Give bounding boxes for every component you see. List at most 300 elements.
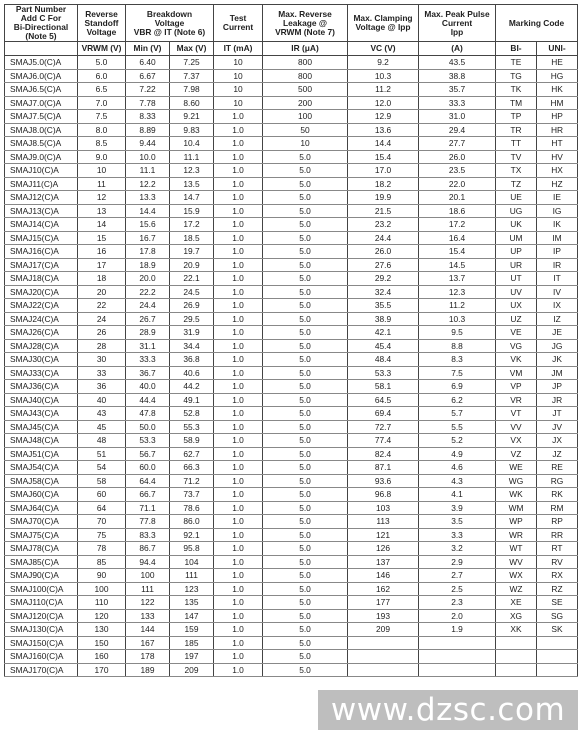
breakdown-min-cell: 9.44 [126,137,170,151]
marking-uni-cell [537,663,578,677]
leakage-cell: 5.0 [263,596,348,610]
reverse-leakage-header: Max. Reverse Leakage @ VRWM (Note 7) [263,5,348,42]
units-vrwm: VRWM (V) [78,42,126,56]
table-row [5,150,578,164]
breakdown-max-cell: 19.7 [170,245,214,259]
part-number-cell: SMAJ30(C)A [5,353,78,367]
leakage-cell: 100 [263,110,348,124]
breakdown-min-cell: 7.78 [126,96,170,110]
peak-pulse-current-cell: 2.5 [419,582,496,596]
part-number-cell: SMAJ8.0(C)A [5,123,78,137]
marking-uni-cell: JM [537,366,578,380]
part-number-cell: SMAJ70(C)A [5,515,78,529]
clamping-voltage-cell [348,636,419,650]
clamping-voltage-cell: 103 [348,501,419,515]
peak-pulse-current-cell: 10.3 [419,312,496,326]
standoff-voltage-cell: 45 [78,420,126,434]
part-number-cell: SMAJ33(C)A [5,366,78,380]
clamping-voltage-cell: 23.2 [348,218,419,232]
marking-uni-cell: JT [537,407,578,421]
table-row [5,326,578,340]
breakdown-max-cell: 159 [170,623,214,637]
marking-uni-cell: HZ [537,177,578,191]
breakdown-min-cell: 33.3 [126,353,170,367]
table-row [5,231,578,245]
marking-uni-cell [537,650,578,664]
clamping-voltage-cell: 87.1 [348,461,419,475]
table-row [5,272,578,286]
test-current-cell: 10 [214,83,263,97]
leakage-cell: 5.0 [263,420,348,434]
leakage-cell: 5.0 [263,245,348,259]
leakage-cell: 5.0 [263,380,348,394]
table-row [5,204,578,218]
leakage-cell: 5.0 [263,177,348,191]
marking-uni-cell: SE [537,596,578,610]
breakdown-max-cell: 15.9 [170,204,214,218]
clamping-voltage-cell: 24.4 [348,231,419,245]
marking-bi-cell: UG [496,204,537,218]
marking-uni-cell: JE [537,326,578,340]
peak-pulse-current-cell: 9.5 [419,326,496,340]
breakdown-min-cell: 8.89 [126,123,170,137]
marking-bi-cell [496,636,537,650]
marking-bi-cell: VG [496,339,537,353]
clamping-voltage-cell: 137 [348,555,419,569]
marking-uni-cell: IV [537,285,578,299]
breakdown-min-cell: 20.0 [126,272,170,286]
leakage-cell: 5.0 [263,150,348,164]
marking-uni-cell: SK [537,623,578,637]
test-current-cell: 1.0 [214,123,263,137]
peak-pulse-current-cell: 7.5 [419,366,496,380]
marking-bi-cell: VM [496,366,537,380]
peak-pulse-current-cell: 3.3 [419,528,496,542]
table-row [5,663,578,677]
test-current-cell: 1.0 [214,353,263,367]
test-current-cell: 1.0 [214,407,263,421]
units-vc: VC (V) [348,42,419,56]
marking-bi-cell: WE [496,461,537,475]
peak-pulse-current-cell: 5.7 [419,407,496,421]
breakdown-max-cell: 17.2 [170,218,214,232]
table-row [5,609,578,623]
part-number-cell: SMAJ9.0(C)A [5,150,78,164]
marking-uni-cell: HP [537,110,578,124]
breakdown-min-cell: 31.1 [126,339,170,353]
clamping-voltage-cell: 10.3 [348,69,419,83]
units-vbr-max: Max (V) [170,42,214,56]
clamping-voltage-cell: 29.2 [348,272,419,286]
units-ipp: (A) [419,42,496,56]
breakdown-min-cell: 17.8 [126,245,170,259]
table-row [5,245,578,259]
clamping-voltage-cell: 162 [348,582,419,596]
marking-bi-cell: TG [496,69,537,83]
leakage-cell: 200 [263,96,348,110]
marking-uni-cell: IG [537,204,578,218]
breakdown-max-cell: 135 [170,596,214,610]
table-row [5,218,578,232]
table-row [5,380,578,394]
breakdown-max-cell: 26.9 [170,299,214,313]
test-current-cell: 10 [214,56,263,70]
breakdown-min-cell: 56.7 [126,447,170,461]
part-number-cell: SMAJ48(C)A [5,434,78,448]
part-number-cell: SMAJ17(C)A [5,258,78,272]
standoff-voltage-cell: 18 [78,272,126,286]
marking-uni-cell: HT [537,137,578,151]
marking-uni-cell: HE [537,56,578,70]
breakdown-max-cell: 31.9 [170,326,214,340]
peak-pulse-current-cell: 3.2 [419,542,496,556]
standoff-voltage-cell: 7.5 [78,110,126,124]
table-row [5,488,578,502]
clamping-voltage-cell: 42.1 [348,326,419,340]
peak-pulse-current-cell: 8.8 [419,339,496,353]
table-row [5,110,578,124]
marking-bi-cell: VV [496,420,537,434]
clamping-voltage-cell: 18.2 [348,177,419,191]
test-current-cell: 1.0 [214,636,263,650]
clamping-voltage-cell: 15.4 [348,150,419,164]
leakage-cell: 5.0 [263,231,348,245]
table-row [5,447,578,461]
test-current-cell: 1.0 [214,258,263,272]
breakdown-min-cell: 24.4 [126,299,170,313]
standoff-voltage-cell: 9.0 [78,150,126,164]
marking-bi-cell: TE [496,56,537,70]
peak-pulse-current-header: Max. Peak Pulse Current Ipp [419,5,496,42]
test-current-cell: 1.0 [214,528,263,542]
breakdown-min-cell: 189 [126,663,170,677]
breakdown-min-cell: 64.4 [126,474,170,488]
breakdown-min-cell: 6.67 [126,69,170,83]
breakdown-max-cell: 7.25 [170,56,214,70]
breakdown-max-cell: 12.3 [170,164,214,178]
peak-pulse-current-cell [419,663,496,677]
part-number-cell: SMAJ160(C)A [5,650,78,664]
part-number-cell: SMAJ40(C)A [5,393,78,407]
marking-uni-cell: JZ [537,447,578,461]
table-row [5,353,578,367]
peak-pulse-current-cell: 23.5 [419,164,496,178]
marking-uni-cell: HV [537,150,578,164]
standoff-voltage-cell: 100 [78,582,126,596]
marking-bi-cell: TV [496,150,537,164]
leakage-cell: 5.0 [263,407,348,421]
leakage-cell: 800 [263,56,348,70]
leakage-cell: 5.0 [263,312,348,326]
breakdown-min-cell: 111 [126,582,170,596]
part-number-cell: SMAJ120(C)A [5,609,78,623]
breakdown-min-cell: 122 [126,596,170,610]
breakdown-max-cell: 95.8 [170,542,214,556]
breakdown-min-cell: 50.0 [126,420,170,434]
spec-table [4,4,578,677]
peak-pulse-current-cell: 2.9 [419,555,496,569]
marking-bi-cell [496,650,537,664]
leakage-cell: 50 [263,123,348,137]
clamping-voltage-cell: 82.4 [348,447,419,461]
part-number-cell: SMAJ28(C)A [5,339,78,353]
table-row [5,299,578,313]
leakage-cell: 5.0 [263,623,348,637]
leakage-cell: 5.0 [263,474,348,488]
part-number-cell: SMAJ11(C)A [5,177,78,191]
breakdown-max-cell: 7.37 [170,69,214,83]
breakdown-max-cell: 24.5 [170,285,214,299]
part-number-cell: SMAJ45(C)A [5,420,78,434]
standoff-voltage-cell: 8.5 [78,137,126,151]
peak-pulse-current-cell: 13.7 [419,272,496,286]
standoff-voltage-cell: 15 [78,231,126,245]
table-row [5,623,578,637]
standoff-voltage-cell: 85 [78,555,126,569]
breakdown-max-cell: 22.1 [170,272,214,286]
breakdown-min-cell: 66.7 [126,488,170,502]
clamping-voltage-cell: 12.9 [348,110,419,124]
test-current-cell: 1.0 [214,285,263,299]
clamping-voltage-cell: 58.1 [348,380,419,394]
test-current-cell: 1.0 [214,596,263,610]
table-row [5,69,578,83]
part-number-cell: SMAJ24(C)A [5,312,78,326]
breakdown-max-cell: 44.2 [170,380,214,394]
breakdown-min-cell: 167 [126,636,170,650]
marking-uni-cell: RP [537,515,578,529]
marking-uni-cell: RR [537,528,578,542]
peak-pulse-current-cell: 11.2 [419,299,496,313]
test-current-cell: 1.0 [214,393,263,407]
standoff-voltage-cell: 64 [78,501,126,515]
peak-pulse-current-cell: 35.7 [419,83,496,97]
breakdown-min-cell: 14.4 [126,204,170,218]
test-current-cell: 1.0 [214,380,263,394]
test-current-cell: 1.0 [214,312,263,326]
breakdown-min-cell: 12.2 [126,177,170,191]
test-current-cell: 1.0 [214,474,263,488]
marking-bi-cell: WX [496,569,537,583]
table-body [5,56,578,677]
marking-bi-cell: TX [496,164,537,178]
leakage-cell: 5.0 [263,272,348,286]
test-current-cell: 1.0 [214,663,263,677]
peak-pulse-current-cell: 12.3 [419,285,496,299]
marking-bi-cell: XE [496,596,537,610]
peak-pulse-current-cell: 26.0 [419,150,496,164]
part-number-cell: SMAJ26(C)A [5,326,78,340]
peak-pulse-current-cell [419,636,496,650]
standoff-voltage-cell: 54 [78,461,126,475]
part-number-cell: SMAJ130(C)A [5,623,78,637]
test-current-cell: 1.0 [214,191,263,205]
marking-uni-cell: RE [537,461,578,475]
test-current-header: Test Current [214,5,263,42]
leakage-cell: 5.0 [263,393,348,407]
standoff-voltage-cell: 24 [78,312,126,326]
test-current-cell: 1.0 [214,434,263,448]
test-current-cell: 1.0 [214,231,263,245]
table-row [5,501,578,515]
standoff-voltage-cell: 33 [78,366,126,380]
marking-bi-cell: VZ [496,447,537,461]
clamping-voltage-cell: 21.5 [348,204,419,218]
breakdown-max-cell: 73.7 [170,488,214,502]
peak-pulse-current-cell: 38.8 [419,69,496,83]
leakage-cell: 5.0 [263,258,348,272]
table-row [5,83,578,97]
leakage-cell: 5.0 [263,285,348,299]
breakdown-min-cell: 47.8 [126,407,170,421]
peak-pulse-current-cell: 4.6 [419,461,496,475]
marking-bi-cell: UK [496,218,537,232]
peak-pulse-current-cell: 43.5 [419,56,496,70]
clamping-voltage-cell: 27.6 [348,258,419,272]
marking-bi-cell: WP [496,515,537,529]
clamping-voltage-cell: 26.0 [348,245,419,259]
marking-uni-cell: RT [537,542,578,556]
breakdown-max-cell: 52.8 [170,407,214,421]
clamping-voltage-cell: 38.9 [348,312,419,326]
leakage-cell: 5.0 [263,366,348,380]
table-row [5,312,578,326]
part-number-cell: SMAJ150(C)A [5,636,78,650]
watermark: www.dzsc.com [318,690,578,730]
test-current-cell: 1.0 [214,366,263,380]
units-ir: IR (μA) [263,42,348,56]
clamping-voltage-cell: 121 [348,528,419,542]
table-row [5,191,578,205]
clamping-voltage-cell: 13.6 [348,123,419,137]
peak-pulse-current-cell [419,650,496,664]
marking-uni-cell: IZ [537,312,578,326]
breakdown-max-cell: 185 [170,636,214,650]
marking-uni-cell: RG [537,474,578,488]
breakdown-min-cell: 13.3 [126,191,170,205]
part-number-cell: SMAJ64(C)A [5,501,78,515]
breakdown-max-cell: 20.9 [170,258,214,272]
clamping-voltage-header: Max. Clamping Voltage @ Ipp [348,5,419,42]
clamping-voltage-cell: 126 [348,542,419,556]
leakage-cell: 5.0 [263,204,348,218]
marking-bi-cell: VR [496,393,537,407]
part-number-cell: SMAJ43(C)A [5,407,78,421]
standoff-voltage-cell: 7.0 [78,96,126,110]
clamping-voltage-cell: 11.2 [348,83,419,97]
breakdown-max-cell: 40.6 [170,366,214,380]
breakdown-min-cell: 94.4 [126,555,170,569]
breakdown-min-cell: 15.6 [126,218,170,232]
marking-bi-cell: TK [496,83,537,97]
breakdown-min-cell: 100 [126,569,170,583]
part-number-cell: SMAJ54(C)A [5,461,78,475]
standoff-voltage-cell: 58 [78,474,126,488]
breakdown-max-cell: 29.5 [170,312,214,326]
breakdown-min-cell: 178 [126,650,170,664]
peak-pulse-current-cell: 4.3 [419,474,496,488]
table-row [5,528,578,542]
leakage-cell: 10 [263,137,348,151]
table-row [5,650,578,664]
table-row [5,407,578,421]
clamping-voltage-cell: 64.5 [348,393,419,407]
standoff-voltage-cell: 78 [78,542,126,556]
breakdown-max-cell: 34.4 [170,339,214,353]
marking-uni-cell: HX [537,164,578,178]
part-number-cell: SMAJ15(C)A [5,231,78,245]
marking-uni-cell: JR [537,393,578,407]
table-row [5,582,578,596]
marking-bi-cell: VT [496,407,537,421]
leakage-cell: 5.0 [263,339,348,353]
table-row [5,96,578,110]
part-number-cell: SMAJ58(C)A [5,474,78,488]
peak-pulse-current-cell: 20.1 [419,191,496,205]
breakdown-min-cell: 83.3 [126,528,170,542]
marking-bi-cell: VE [496,326,537,340]
marking-uni-cell: RK [537,488,578,502]
marking-uni-cell: RV [537,555,578,569]
breakdown-max-cell: 9.83 [170,123,214,137]
table-row [5,569,578,583]
standoff-voltage-cell: 13 [78,204,126,218]
marking-bi-cell: XK [496,623,537,637]
breakdown-max-cell: 8.60 [170,96,214,110]
marking-uni-cell: JP [537,380,578,394]
table-row [5,164,578,178]
marking-bi-cell: VK [496,353,537,367]
part-number-cell: SMAJ170(C)A [5,663,78,677]
clamping-voltage-cell: 35.5 [348,299,419,313]
part-number-cell: SMAJ7.0(C)A [5,96,78,110]
standoff-voltage-cell: 130 [78,623,126,637]
clamping-voltage-cell: 72.7 [348,420,419,434]
part-number-cell: SMAJ51(C)A [5,447,78,461]
leakage-cell: 5.0 [263,663,348,677]
clamping-voltage-cell [348,663,419,677]
test-current-cell: 1.0 [214,204,263,218]
table-row [5,137,578,151]
breakdown-max-cell: 36.8 [170,353,214,367]
part-number-cell: SMAJ8.5(C)A [5,137,78,151]
test-current-cell: 1.0 [214,542,263,556]
clamping-voltage-cell: 113 [348,515,419,529]
peak-pulse-current-cell: 33.3 [419,96,496,110]
table-row [5,393,578,407]
clamping-voltage-cell: 14.4 [348,137,419,151]
part-number-cell: SMAJ90(C)A [5,569,78,583]
test-current-cell: 1.0 [214,339,263,353]
marking-bi-cell: WR [496,528,537,542]
marking-bi-cell: TZ [496,177,537,191]
clamping-voltage-cell: 53.3 [348,366,419,380]
breakdown-min-cell: 8.33 [126,110,170,124]
marking-uni-cell: IX [537,299,578,313]
peak-pulse-current-cell: 4.1 [419,488,496,502]
part-number-cell: SMAJ75(C)A [5,528,78,542]
marking-bi-cell: UX [496,299,537,313]
marking-bi-cell: WK [496,488,537,502]
standoff-voltage-cell: 40 [78,393,126,407]
breakdown-min-cell: 16.7 [126,231,170,245]
leakage-cell: 5.0 [263,569,348,583]
marking-bi-cell: XG [496,609,537,623]
marking-uni-cell: HR [537,123,578,137]
clamping-voltage-cell: 77.4 [348,434,419,448]
peak-pulse-current-cell: 3.5 [419,515,496,529]
test-current-cell: 1.0 [214,420,263,434]
